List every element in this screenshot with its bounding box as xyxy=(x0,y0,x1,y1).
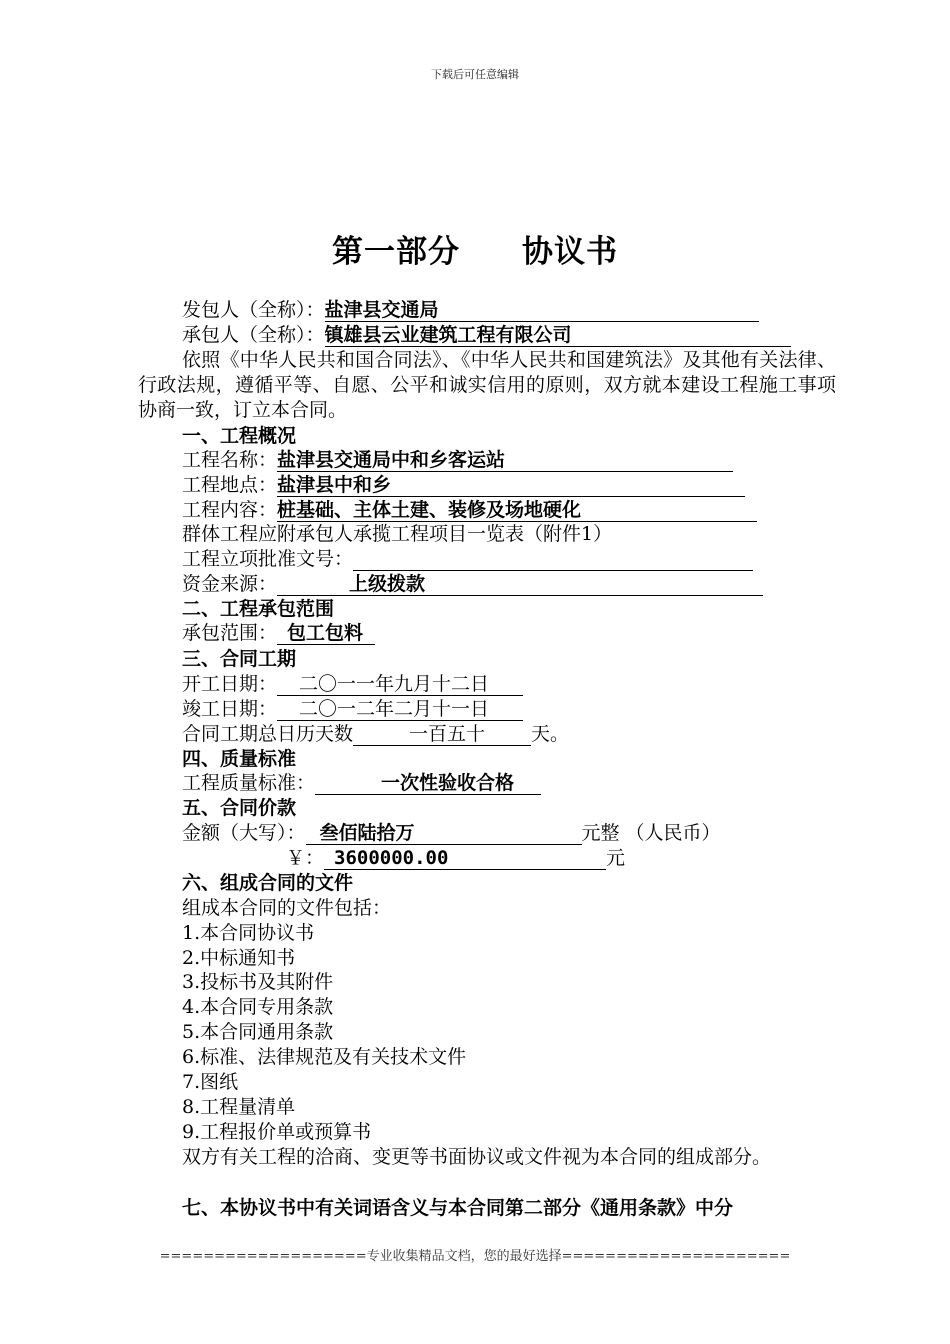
employer-field: 盐津县交通局 xyxy=(325,299,759,322)
project-content-line xyxy=(182,498,757,522)
documents-closing: 双方有关工程的洽商、变更等书面协议或文件视为本合同的组成部分。 xyxy=(182,1146,772,1168)
section-2-heading: 二、工程承包范围 xyxy=(182,598,335,620)
scope-field: 包工包料 xyxy=(277,622,375,645)
document-item: 7.图纸 xyxy=(182,1071,239,1093)
fund-field: 上级拨款 xyxy=(277,573,763,596)
amount-line xyxy=(182,821,721,845)
amount-field: 叁佰陆拾万 xyxy=(306,822,582,845)
yen-unit: 元 xyxy=(606,847,626,869)
yen-field: 3600000.00 xyxy=(324,847,606,870)
document-item: 6.标准、法律规范及有关技术文件 xyxy=(182,1046,467,1068)
project-content-field: 桩基础、主体土建、装修及场地硬化 xyxy=(277,499,757,522)
quality-field: 一次性验收合格 xyxy=(315,772,541,795)
section-6-heading: 六、组成合同的文件 xyxy=(182,872,354,894)
fund-label: 资金来源： xyxy=(182,573,278,595)
project-site-label: 工程地点： xyxy=(182,474,278,496)
quality-label: 工程质量标准： xyxy=(182,772,316,794)
end-date-line xyxy=(182,697,523,721)
page-title xyxy=(0,226,950,271)
yen-label: ￥： xyxy=(286,847,325,869)
title-part: 第一部分 xyxy=(332,234,460,270)
title-name: 协议书 xyxy=(522,234,618,270)
footer-banner: ===================专业收集精品文档，您的最好选择===================== xyxy=(159,1249,791,1264)
project-name-label: 工程名称： xyxy=(182,449,278,471)
intro-paragraph: 依照《中华人民共和国合同法》、《中华人民共和国建筑法》及其他有关法律、行政法规，遵循平等、自愿、公平和诚实信用的原则，双方就本建设工程施工事项协商一致，订立本合同。 xyxy=(138,349,836,421)
scope-line xyxy=(182,621,375,645)
document-item: 1.本合同协议书 xyxy=(182,922,315,944)
header-note: 下载后可任意编辑 xyxy=(431,68,519,81)
document-item: 5.本合同通用条款 xyxy=(182,1021,334,1043)
project-name-line xyxy=(182,448,733,472)
duration-label: 合同工期总日历天数 xyxy=(182,723,354,745)
duration-unit: 天。 xyxy=(531,723,570,745)
group-project-note: 群体工程应附承包人承揽工程项目一览表（附件1） xyxy=(182,523,613,545)
start-date-label: 开工日期： xyxy=(182,673,278,695)
section-5-heading: 五、合同价款 xyxy=(182,797,297,819)
section-3-heading: 三、合同工期 xyxy=(182,648,297,670)
employer-line xyxy=(182,298,759,322)
duration-field: 一百五十 xyxy=(353,723,531,746)
document-item: 3.投标书及其附件 xyxy=(182,971,334,993)
fund-line xyxy=(182,572,763,596)
yen-line xyxy=(286,846,625,870)
contractor-line xyxy=(182,323,791,347)
employer-label: 发包人（全称）： xyxy=(182,299,325,321)
scope-label: 承包范围： xyxy=(182,622,278,644)
approval-line xyxy=(182,547,753,571)
document-item: 8.工程量清单 xyxy=(182,1096,296,1118)
end-date-field: 二〇一二年二月十一日 xyxy=(277,698,523,721)
document-item: 9.工程报价单或预算书 xyxy=(182,1121,372,1143)
start-date-field: 二〇一一年九月十二日 xyxy=(277,673,523,696)
documents-intro: 组成本合同的文件包括： xyxy=(182,897,392,919)
project-name-field: 盐津县交通局中和乡客运站 xyxy=(277,449,733,472)
start-date-line xyxy=(182,672,523,696)
project-content-label: 工程内容： xyxy=(182,499,278,521)
contractor-label: 承包人（全称）： xyxy=(182,324,325,346)
approval-label: 工程立项批准文号： xyxy=(182,548,354,570)
project-site-line xyxy=(182,473,745,497)
section-1-heading: 一、工程概况 xyxy=(182,425,297,447)
document-item: 4.本合同专用条款 xyxy=(182,996,334,1018)
section-7-heading: 七、本协议书中有关词语含义与本合同第二部分《通用条款》中分 xyxy=(182,1197,734,1219)
duration-line xyxy=(182,722,569,746)
project-site-field: 盐津县中和乡 xyxy=(277,474,745,497)
approval-field xyxy=(353,570,753,571)
quality-line xyxy=(182,771,541,795)
contractor-field: 镇雄县云业建筑工程有限公司 xyxy=(325,324,791,347)
amount-label: 金额（大写）： xyxy=(182,822,306,844)
amount-unit: 元整 （人民币） xyxy=(581,822,721,844)
document-item: 2.中标通知书 xyxy=(182,947,296,969)
end-date-label: 竣工日期： xyxy=(182,698,278,720)
section-4-heading: 四、质量标准 xyxy=(182,748,297,770)
